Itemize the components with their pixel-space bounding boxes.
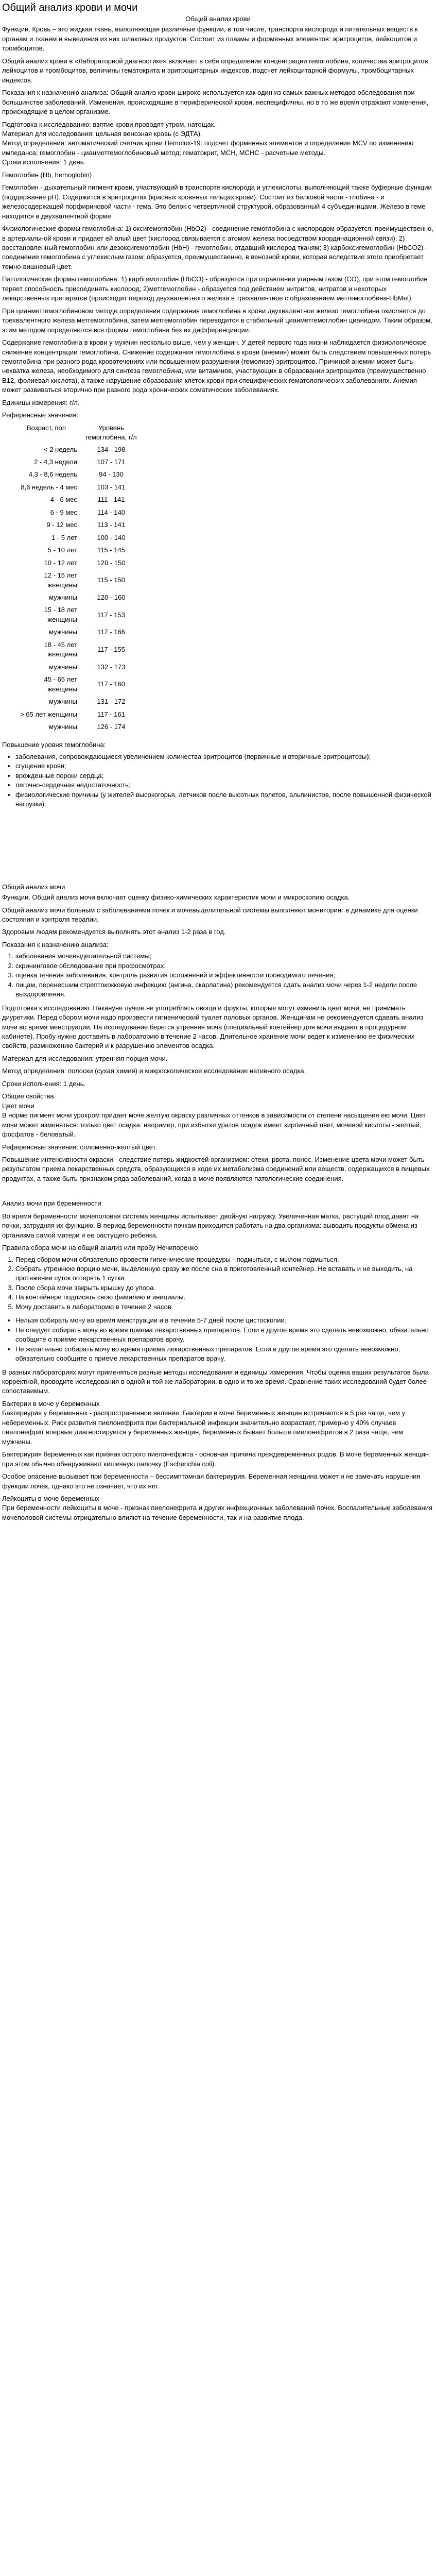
hb-paragraph-2: Физиологические формы гемоглобина: 1) оксигемоглобин (HbO2) - соединение гемоглобина с кислородом образуется, преимущественно, в артериальной крови и придает ей алый цвет (кислород связывается с атомом железа посредством координационной связи); 2) восстановленный гемоглобин или дезоксигемоглобин (HbH) - гемоглобин, отдавший кислород тканям; 3) карбоксигемоглобин (HbCO2) - соединение гемоглобина с углекислым газом; образуется, преимущественно, в венозной крови, которая вследствие этого приобретает темно-вишневый цвет. bbox=[2, 225, 433, 270]
list-item: 4. На контейнере подписать свою фамилию и инициалы. bbox=[15, 1293, 434, 1302]
preg-bact-text-3: Особое опасение вызывает при беременности – бессимптомная бактериурия. Беременная женщина может и не замечать нарушения функции почек, однако это не означает, что их нет. bbox=[2, 1472, 421, 1490]
table-row bbox=[11, 708, 141, 721]
ref-age-cell: 12 - 15 лет женщины bbox=[44, 571, 77, 589]
ref-age-cell: 4,3 - 8,6 недель bbox=[28, 470, 77, 479]
preg-bact-text-2: Бактериурия беременных как признак острого пиелонефрита - основная причина преждевременных родов. В моче беременных женщин при этом обычно обнаруживают кишечную палочку (Escherichia coli). bbox=[2, 1450, 429, 1468]
ref-age-cell: мужчины bbox=[49, 594, 77, 602]
table-row bbox=[11, 494, 141, 506]
ref-age-cell: 1 - 5 лет bbox=[51, 533, 77, 541]
ref-age-cell: мужчины bbox=[49, 698, 77, 706]
table-row bbox=[11, 696, 141, 708]
list-item: 4. лицам, перенесшим стрептококковую инфекцию (ангина, скарлатина) рекомендуется сдать анализ мочи через 1-2 недели после выздоровления. bbox=[15, 980, 434, 999]
blood-prep: Подготовка к исследованию: взятие крови проводят утром, натощак. bbox=[2, 120, 216, 128]
ref-value-cell: 117 - 153 bbox=[97, 611, 125, 619]
ref-value-cell: 115 - 150 bbox=[97, 576, 125, 584]
ref-age-cell: 5 - 10 лет bbox=[47, 546, 77, 554]
urine-material: Материал для исследования: утренняя порция мочи. bbox=[2, 1054, 168, 1062]
ref-value-cell: 117 - 160 bbox=[97, 680, 125, 688]
hb-paragraph-3: Патологические формы гемоглобина: 1) карбгемоглобин (HbCO) - образуется при отравлении угарным газом (CO), при этом гемоглобин теряет способность присоединять кислород; 2)метгемоглобин - образуется под действием нитритов, нитратов и некоторых лекарственных препаратов (происходит переход двухвалентного железа в трехвалентное с образованием метгемоглобина-HbMet). bbox=[2, 275, 428, 302]
list-item: 3. оценка течения заболевания, контроль развития осложнений и эффективности проводимого лечения; bbox=[15, 971, 434, 980]
preg-notes-list bbox=[2, 1316, 434, 1363]
table-row bbox=[11, 444, 141, 456]
table-row bbox=[11, 661, 141, 673]
ref-value-cell: 114 - 140 bbox=[97, 508, 125, 516]
ref-value-cell: 117 - 155 bbox=[97, 646, 125, 654]
ref-age-cell: 15 - 18 лет женщины bbox=[44, 606, 77, 623]
list-item: • легочно-сердечная недостаточность; bbox=[15, 781, 434, 790]
table-row bbox=[11, 532, 141, 544]
ref-age-cell: 9 - 12 мес bbox=[46, 521, 77, 529]
table-row bbox=[11, 544, 141, 556]
ref-value-cell: 117 - 161 bbox=[97, 710, 125, 718]
hb-paragraph-1: Гемоглобин - дыхательный пигмент крови, участвующий в транспорте кислорода и углекислоты, выполняющий также буферные функции (поддержание pH). Содержится в эритроцитах (красных кровяных тельцах крови). Состоит из белковой части - глобина - и железосодержащей порфириновой части - гема. Это белок с четвертичной структурой, образованный 4 субъединицами. Железо в геме находится в двухвалентной форме. bbox=[2, 183, 432, 220]
preg-leuk-text: При беременности лейкоциты в моче - признак пиелонефрита и других инфекционных заболеваний почек. Воспалительные заболевания мочеполовой системы отрицательно влияют на течение беременности, так и на развитие плода. bbox=[2, 1504, 433, 1521]
ref-value-cell: 132 - 173 bbox=[97, 663, 126, 671]
table-row bbox=[11, 639, 141, 661]
table-row bbox=[11, 519, 141, 531]
ref-value-cell: 103 - 141 bbox=[97, 483, 126, 491]
ref-value-cell: 126 - 174 bbox=[97, 723, 126, 731]
hb-ref-label: Референсные значения: bbox=[2, 411, 78, 419]
ref-age-cell: > 65 лет женщины bbox=[20, 710, 77, 718]
hb-up-title: Повышение уровня гемоглобина: bbox=[2, 741, 106, 749]
hb-paragraph-4: При цианметгемоглобиновом методе определения содержания гемоглобина в крови двухвалентное железо гемоглобина окисляется до трехвалентного железа метгемоглобина, затем метгемоглобин переводится в стабильный цианметгемоглобин цианидом. Таким образом, этим методом определяются все формы гемоглобина без их дифференциации. bbox=[2, 307, 432, 334]
urine-color-title: Цвет мочи bbox=[2, 1101, 34, 1110]
blank-space-2 bbox=[2, 1187, 434, 1199]
list-item: 5. Мочу доставить в лабораторию в течение 2 часов. bbox=[15, 1302, 434, 1312]
urine-color-text: В норме пигмент мочи урохром придает моче желтую окраску различных оттенков в зависимости от степени насыщения ею мочи. Цвет мочи может изменяться: только цвет осадка: например, при избытке уратов осадок имеет кирпичный цвет, мочевой кислоты - желтый, фосфатов - беловатый. bbox=[2, 1111, 426, 1139]
table-row bbox=[11, 569, 141, 591]
hb-reference-table bbox=[11, 422, 141, 734]
urine-ind-title: Показания к назначению анализа: bbox=[2, 940, 109, 948]
list-item: 3. После сбора мочи закрыть крышку до упора. bbox=[15, 1283, 434, 1293]
urine-time: Сроки исполнения: 1 день. bbox=[2, 1079, 86, 1088]
ref-age-cell: мужчины bbox=[49, 663, 77, 671]
blank-space bbox=[2, 814, 434, 875]
page-title: Общий анализ крови и мочи bbox=[2, 2, 138, 13]
urine-paragraph-1: Функции. Общий анализ мочи включает оценку физико-химических характеристик мочи и микроскопию осадка. bbox=[2, 893, 350, 902]
table-row bbox=[11, 468, 141, 481]
blood-method: Метод определения: автоматический счетчик крови Hemolux-19: подсчет форменных элементов и определение MCV по изменению импеданса; гемоглобин - цианметгемоглобиновый метод; гематокрит, MCH, MCHC - расчетные методы. bbox=[2, 139, 414, 157]
table-row bbox=[11, 721, 141, 733]
ref-value-cell: 120 - 150 bbox=[97, 558, 126, 567]
ref-age-cell: 6 - 9 мес bbox=[50, 508, 77, 516]
urine-method: Метод определения: полоски (сухая химия) и микроскопическое исследование нативного осадка. bbox=[2, 1067, 306, 1075]
preg-rules-title: Правила сбора мочи на общий анализ или пробу Нечипоренко bbox=[2, 1244, 198, 1252]
preg-bact-text: Бактериурия у беременных - распространенное явление. Бактерии в моче беременных женщин встречаются в 5 раз чаще, чем у небеременных. Риск развития пиелонефрита при бактериальной инфекции значительно возрастает, примерно у 40% случаев пиелонефрит впервые диагностируется у беременных женщин, беременных бывает больше пиелонефритов в 2 раза чаще, чем мужчины. bbox=[2, 1409, 406, 1446]
preg-leuk-title: Лейкоциты в моче беременных bbox=[2, 1495, 100, 1502]
ref-head-age: Возраст, пол bbox=[27, 423, 66, 432]
list-item: 2. скрининговое обследование при профосмотрах; bbox=[15, 961, 434, 971]
urine-indications-list bbox=[2, 952, 434, 999]
ref-value-cell: 107 - 171 bbox=[97, 458, 126, 466]
blood-intro: Функции. Кровь – это жидкая ткань, выполняющая различные функции, в том числе, транспорта кислорода и питательных веществ к органам и тканям и выведения из них шлаковых продуктов. Состоит из плазмы и форменных элементов: эритроцитов, лейкоцитов и тромбоцитов. bbox=[2, 25, 418, 53]
ref-age-cell: 8,6 недель - 4 мес bbox=[21, 483, 77, 491]
preg-rules-list bbox=[2, 1255, 434, 1312]
list-item: • врожденные пороки сердца; bbox=[15, 771, 434, 781]
blood-general: Общий анализ крови в «Лабораторной диагностике» включает в себя определение концентрации гемоглобина, количества эритроцитов, лейкоцитов и тромбоцитов, величины гематокрита и эритроцитарных индексов, подсчет лейкоцитарной формулы, тромбоцитарных индексов. bbox=[2, 57, 430, 84]
document-page bbox=[0, 1, 436, 1522]
ref-age-cell: мужчины bbox=[49, 723, 77, 731]
hb-up-list bbox=[2, 752, 434, 809]
table-row bbox=[11, 626, 141, 638]
urine-prep: Подготовка к исследованию. Накануне лучше не употреблять овощи и фрукты, которые могут изменить цвет мочи, не принимать диуретики. Перед сбором мочи надо произвести гигиенический туалет половых органов. Женщинам не рекомендуется сдавать анализ мочи во время менструации. На исследование берется утренняя моча (специальный контейнер для мочи выдают в процедурном кабинете). Пробу нужно доставить в лабораторию в течение 2 часов. Длительное хранение мочи ведет к изменению ее физических свойств, размножению бактерий и к разрушению элементов осадка. bbox=[2, 1004, 424, 1050]
blood-indications: Показания к назначению анализа: Общий анализ крови широко используется как один из самых важных методов обследования при большинстве заболеваний. Изменения, происходящие в периферической крови, неспецифичны, но в то же время отражают изменения, происходящие в целом организме. bbox=[2, 89, 429, 116]
blood-time: Сроки исполнения: 1 день. bbox=[2, 158, 86, 166]
ref-age-cell: < 2 недель bbox=[44, 445, 77, 453]
ref-value-cell: 100 - 140 bbox=[97, 533, 126, 541]
table-row bbox=[11, 673, 141, 696]
blood-subtitle: Общий анализ крови bbox=[185, 15, 251, 23]
blood-material: Материал для исследования: цельная венозная кровь (с ЭДТА). bbox=[2, 129, 202, 138]
list-item: • Нельзя собирать мочу во время менструации и в течение 5-7 дней после цистоскопии. bbox=[15, 1316, 434, 1325]
table-row bbox=[11, 456, 141, 468]
ref-age-cell: мужчины bbox=[49, 628, 77, 636]
list-item: 2. Собрать утреннюю порцию мочи, выделенную сразу же после сна в приготовленный контейнер. Не вставать и не выходить, на протяжении суток потерять 1 сутки. bbox=[15, 1264, 434, 1283]
list-item: • Не следует собирать мочу во время приема лекарственных препаратов. Если в другое время это сделать невозможно, обязательно сообщите о приеме лекарственных препаратов врачу. bbox=[15, 1326, 434, 1345]
ref-value-cell: 120 - 160 bbox=[97, 594, 126, 602]
ref-value-cell: 117 - 166 bbox=[97, 628, 125, 636]
list-item: • Не желательно собирать мочу во время приема лекарственных препаратов. Если в другое время это сделать невозможно, обязательно сообщите о приеме лекарственных препаратов врачу. bbox=[15, 1345, 434, 1364]
list-item: • заболевания, сопровождающиеся увеличением количества эритроцитов (первичные и вторичные эритроцитозы); bbox=[15, 752, 434, 761]
hb-paragraph-5: Содержание гемоглобина в крови у мужчин несколько выше, чем у женщин. У детей первого года жизни наблюдается физиологическое снижение концентрации гемоглобина. Снижение содержания гемоглобина в крови (анемия) может быть следствием повышенных потерь гемоглобина при разного рода кровотечениях или повышенном разрушении (гемолизе) эритроцитов. Причиной анемии может быть нехватка железа, необходимого для синтеза гемоглобина, или витаминов, участвующих в образовании эритроцитов (преимущественно B12, фолиевая кислота), а также нарушение образования клеток крови при специфических гематологических заболеваниях. Анемия может развиваться вторично при разного рода хронических соматических заболеваниях. bbox=[2, 338, 431, 394]
ref-head-value: Уровень гемоглобина, г/л bbox=[85, 423, 137, 442]
ref-age-cell: 18 - 45 лет женщины bbox=[44, 640, 77, 658]
urine-ref-label: Референсные значения: соломенно-желтый цвет. bbox=[2, 1143, 157, 1151]
ref-age-cell: 2 - 4,3 недели bbox=[34, 458, 77, 466]
table-row bbox=[11, 557, 141, 569]
urine-clarity-text: Повышение интенсивности окраски - следствие потерь жидкостей организмом: отеки, рвота, понос. Изменение цвета мочи может быть результатом приема лекарственных средств, образующихся в ходе их метаболизма соединений или веществ, содержащихся в пищевых продуктах, а также быть признаком ряда заболеваний, когда в моче появляются патологические соединения. bbox=[2, 1155, 430, 1182]
urine-title: Общий анализ мочи bbox=[2, 883, 65, 891]
preg-bact-title: Бактерии в моче у беременных bbox=[2, 1399, 100, 1408]
list-item: 1. заболевания мочевыделительной системы; bbox=[15, 952, 434, 961]
ref-table-body bbox=[11, 444, 141, 734]
preg-title: Анализ мочи при беременности bbox=[2, 1199, 101, 1208]
urine-paragraph-2: Общий анализ мочи больным с заболеваниями почек и мочевыделительной системы выполняют мониторинг в динамике для оценки состояния и контроля терапии. bbox=[2, 906, 418, 923]
table-row bbox=[11, 591, 141, 604]
preg-lab-text: В разных лабораториях могут применяться разные методы исследования и единицы измерения. Чтобы оценка ваших результатов была корректной, проводите исследования в одной и той же лаборатории, в одно и то же время. Сравнение таких исследований будет более сопоставимым. bbox=[2, 1368, 429, 1395]
ref-value-cell: 134 - 198 bbox=[97, 445, 126, 453]
table-row bbox=[11, 506, 141, 519]
urine-props-title: Общие свойства bbox=[2, 1092, 54, 1100]
table-row bbox=[11, 604, 141, 626]
ref-value-cell: 111 - 141 bbox=[97, 496, 125, 504]
ref-value-cell: 113 - 141 bbox=[97, 521, 125, 529]
urine-paragraph-3: Здоровым людям рекомендуется выполнять этот анализ 1-2 раза в год. bbox=[2, 928, 226, 936]
ref-value-cell: 115 - 145 bbox=[97, 546, 125, 554]
list-item: 1. Перед сбором мочи обязательно провести гигиенические процедуры - подмыться, с мылом подмыться. bbox=[15, 1255, 434, 1264]
ref-value-cell: 131 - 172 bbox=[97, 698, 126, 706]
hb-title: Гемоглобин (Hb, hemoglobin) bbox=[2, 171, 92, 179]
hb-units: Единицы измерения: г/л. bbox=[2, 398, 80, 406]
ref-age-cell: 45 - 65 лет женщины bbox=[44, 675, 77, 693]
table-row bbox=[11, 481, 141, 494]
list-item: • физиологические причины (у жителей высокогорья, летчиков после высотных полетов, альпинистов, после повышенной физической нагрузки). bbox=[15, 790, 434, 809]
ref-age-cell: 4 - 6 мес bbox=[50, 496, 77, 504]
ref-value-cell: 94 - 130 bbox=[99, 470, 124, 479]
ref-age-cell: 10 - 12 лет bbox=[44, 558, 77, 567]
list-item: • сгущение крови; bbox=[15, 761, 434, 771]
preg-paragraph-1: Во время беременности мочеполовая система женщины испытывает двойную нагрузку. Увеличенная матка, растущий плод давят на почки, затрудняя их функцию. В период беременности почкам приходится работать на два организма: выводить продукты обмена из организма самой матери и ее растущего ребенка. bbox=[2, 1212, 419, 1239]
